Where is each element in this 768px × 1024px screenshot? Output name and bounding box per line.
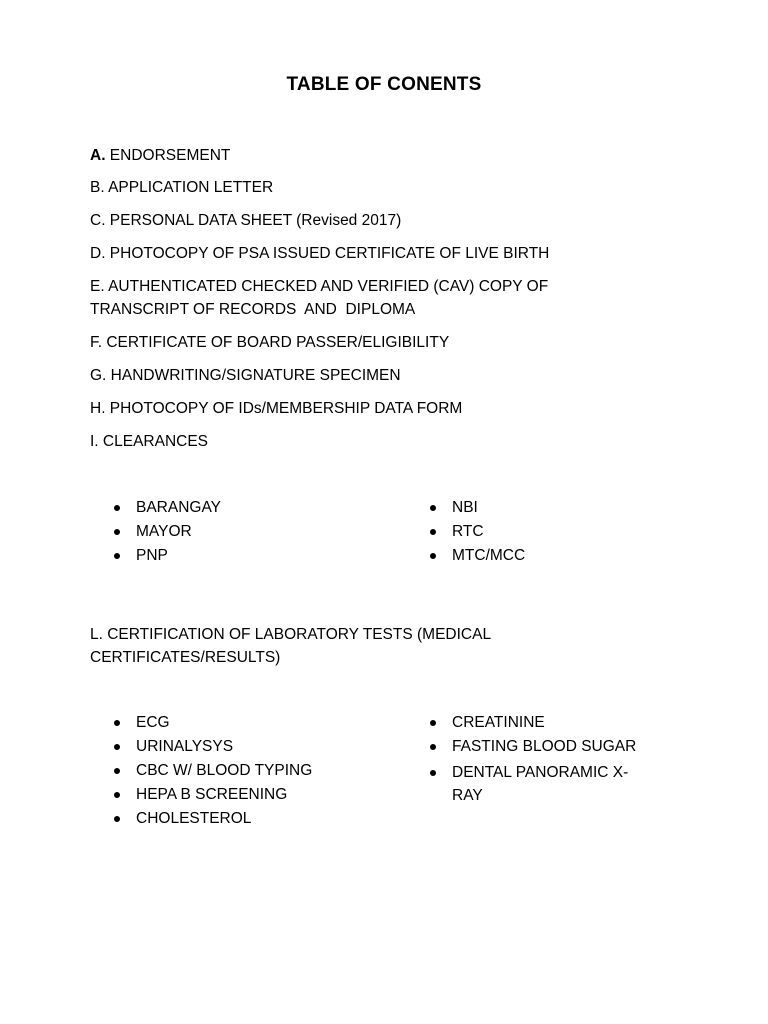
toc-item-e-line2: TRANSCRIPT OF RECORDS AND DIPLOMA <box>90 301 416 318</box>
toc-item-b: B. APPLICATION LETTER <box>90 179 274 196</box>
list-item: BARANGAY <box>90 498 221 522</box>
list-item: CHOLESTEROL <box>90 809 312 833</box>
list-item: CREATININE <box>406 713 652 737</box>
list-item: RTC <box>406 522 525 546</box>
list-item: CBC W/ BLOOD TYPING <box>90 761 312 785</box>
toc-item-l <box>90 623 610 669</box>
toc-item-a <box>90 144 610 167</box>
toc-item-e <box>90 275 610 321</box>
clearances-left-list <box>90 498 221 570</box>
toc-item-a-text: ENDORSEMENT <box>105 147 231 164</box>
toc-item-a-letter: A. <box>90 147 106 164</box>
list-item: ECG <box>90 713 312 737</box>
document-title: TABLE OF CONENTS <box>286 74 482 95</box>
list-item: DENTAL PANORAMIC X-RAY <box>406 761 652 807</box>
toc-item-e-line1: E. AUTHENTICATED CHECKED AND VERIFIED (CAV) COPY OF <box>90 278 549 295</box>
list-item: HEPA B SCREENING <box>90 785 312 809</box>
toc-item-h: H. PHOTOCOPY OF IDs/MEMBERSHIP DATA FORM <box>90 400 463 417</box>
list-item: URINALYSYS <box>90 737 312 761</box>
lab-tests-left-list <box>90 713 312 833</box>
clearances-right-list <box>406 498 525 570</box>
toc-item-g: G. HANDWRITING/SIGNATURE SPECIMEN <box>90 367 401 384</box>
list-item: MAYOR <box>90 522 221 546</box>
toc-item-d: D. PHOTOCOPY OF PSA ISSUED CERTIFICATE OF LIVE BIRTH <box>90 245 550 262</box>
toc-item-l-line2: CERTIFICATES/RESULTS) <box>90 649 281 666</box>
toc-item-c: C. PERSONAL DATA SHEET (Revised 2017) <box>90 212 402 229</box>
toc-item-f: F. CERTIFICATE OF BOARD PASSER/ELIGIBILITY <box>90 334 450 351</box>
list-item: MTC/MCC <box>406 546 525 570</box>
lab-tests-right-list <box>406 713 652 807</box>
list-item: FASTING BLOOD SUGAR <box>406 737 652 761</box>
list-item: NBI <box>406 498 525 522</box>
toc-item-l-line1: L. CERTIFICATION OF LABORATORY TESTS (MEDICAL <box>90 626 492 643</box>
toc-item-i: I. CLEARANCES <box>90 433 209 450</box>
list-item: PNP <box>90 546 221 570</box>
